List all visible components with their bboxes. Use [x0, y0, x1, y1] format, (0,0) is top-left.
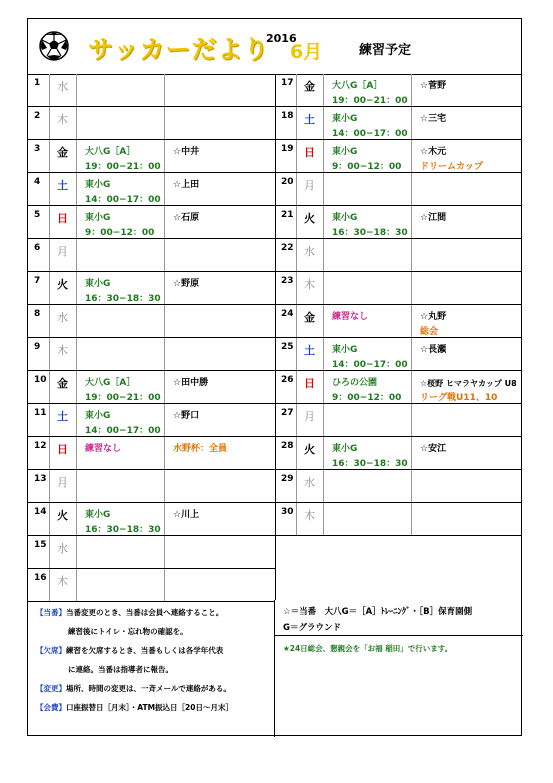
practice-place-cell [324, 371, 412, 403]
practice-time: 14：00−17：00 [85, 195, 161, 205]
schedule-row [28, 74, 275, 107]
practice-place: 練習なし [332, 312, 369, 322]
day-number: 13 [28, 470, 50, 502]
duty-cell [412, 470, 522, 502]
practice-place-cell [324, 140, 412, 172]
day-number: 20 [275, 173, 297, 205]
weekday: 水 [297, 470, 324, 502]
weekday: 火 [50, 272, 77, 304]
day-number: 7 [28, 272, 50, 304]
schedule-row [28, 569, 275, 602]
schedule-row [28, 173, 275, 206]
weekday: 金 [297, 305, 324, 337]
day-number: 18 [275, 107, 297, 139]
duty-cell [165, 305, 275, 337]
weekday: 月 [297, 404, 324, 436]
duty-person: ☆三宅 [420, 114, 447, 124]
schedule-row [28, 338, 275, 371]
duty-cell [165, 569, 275, 601]
weekday: 月 [50, 239, 77, 271]
practice-time: 16：30−18：30 [85, 525, 161, 535]
practice-time: 14：00−17：00 [85, 426, 161, 436]
day-number: 27 [275, 404, 297, 436]
duty-person: ☆木元 [420, 147, 447, 157]
day-number: 14 [28, 503, 50, 535]
weekday: 金 [50, 140, 77, 172]
practice-place-cell [324, 173, 412, 205]
practice-place-cell [77, 107, 165, 139]
weekday: 日 [50, 206, 77, 238]
practice-place: 東小G [332, 147, 358, 157]
practice-place: 東小G [332, 114, 358, 124]
weekday: 水 [50, 536, 77, 568]
duty-cell [165, 437, 275, 469]
day-number: 2 [28, 107, 50, 139]
duty-cell [412, 338, 522, 370]
schedule-sheet [27, 18, 522, 736]
weekday: 土 [50, 404, 77, 436]
note-text: 練習を欠席するとき、当番もしくは各学年代表 [66, 646, 224, 655]
practice-place: 東小G [85, 279, 111, 289]
duty-person: ☆野原 [173, 279, 200, 289]
duty-person: ☆田中勝 [173, 378, 209, 388]
weekday: 火 [297, 437, 324, 469]
practice-place-cell [77, 305, 165, 337]
day-number: 19 [275, 140, 297, 172]
duty-cell [165, 107, 275, 139]
duty-person: ☆川上 [173, 510, 200, 520]
duty-person: 水野杯：全員 [173, 444, 228, 454]
duty-person: ☆安江 [420, 444, 447, 454]
duty-person: ☆長瀬 [420, 345, 447, 355]
duty-cell [412, 404, 522, 436]
weekday: 月 [297, 173, 324, 205]
practice-place-cell [77, 338, 165, 370]
practice-time: 14：00−17：00 [332, 360, 408, 370]
duty-note: リーグ戦U11、10 [420, 393, 498, 403]
note-text: 口座振替日［月末］・ATM振込日［20日〜月末］ [66, 703, 233, 712]
practice-place-cell [324, 206, 412, 238]
weekday: 木 [297, 272, 324, 304]
schedule-row [28, 107, 275, 140]
practice-place-cell [324, 404, 412, 436]
practice-place: 東小G [332, 345, 358, 355]
page-title: サッカーだより [88, 35, 270, 64]
duty-person: ☆上田 [173, 180, 200, 190]
duty-cell [165, 371, 275, 403]
note-line [68, 664, 173, 675]
day-number: 23 [275, 272, 297, 304]
practice-place-cell [77, 404, 165, 436]
year-label: 2016 [266, 32, 297, 45]
duty-person: ☆野口 [173, 411, 200, 421]
practice-place-cell [77, 569, 165, 601]
note-tag: 【欠席】 [36, 646, 66, 655]
practice-place: 大八G［A］ [85, 378, 136, 388]
announcement-message: ★24日総会、懇親会を「お福 稲田」で行います。 [283, 644, 453, 653]
schedule-row [275, 470, 522, 503]
duty-cell [165, 140, 275, 172]
weekday: 日 [50, 437, 77, 469]
schedule-row [275, 272, 522, 305]
duty-cell [165, 404, 275, 436]
schedule-row [275, 239, 522, 272]
day-number: 1 [28, 74, 50, 106]
schedule-row [275, 503, 522, 536]
day-number: 29 [275, 470, 297, 502]
duty-cell [165, 206, 275, 238]
day-number: 16 [28, 569, 50, 601]
practice-place-cell [324, 272, 412, 304]
schedule-row [275, 305, 522, 338]
practice-place-cell [77, 140, 165, 172]
month-label: 6月 [290, 41, 323, 63]
practice-place: ひろの公園 [332, 378, 378, 388]
day-number: 3 [28, 140, 50, 172]
schedule-row [275, 74, 522, 107]
duty-cell [412, 371, 522, 403]
practice-place-cell [77, 272, 165, 304]
practice-place-cell [77, 437, 165, 469]
day-number: 22 [275, 239, 297, 271]
practice-place-cell [77, 206, 165, 238]
notes-box [28, 600, 275, 737]
practice-time: 19：00−21：00 [85, 393, 161, 403]
note-line [36, 607, 223, 618]
schedule-row [28, 503, 275, 536]
day-number: 10 [28, 371, 50, 403]
schedule-row [28, 272, 275, 305]
practice-place-cell [324, 239, 412, 271]
schedule-right-column [275, 74, 522, 536]
practice-place: 東小G [85, 213, 111, 223]
day-number: 30 [275, 503, 297, 535]
schedule-row [28, 140, 275, 173]
duty-cell [165, 272, 275, 304]
practice-place-cell [77, 470, 165, 502]
day-number: 9 [28, 338, 50, 370]
duty-person: ☆江間 [420, 213, 447, 223]
duty-cell [165, 536, 275, 568]
duty-cell [412, 206, 522, 238]
practice-place: 東小G [85, 411, 111, 421]
note-text: に連絡。当番は指導者に報告。 [68, 665, 173, 674]
duty-cell [412, 305, 522, 337]
day-number: 28 [275, 437, 297, 469]
schedule-row [28, 371, 275, 404]
legend-line-1: ☆＝当番 大八G＝［A］ﾄﾚｰﾆﾝｸﾞ・［B］保育園側 [283, 607, 473, 617]
practice-place-cell [77, 371, 165, 403]
weekday: 木 [50, 338, 77, 370]
day-number: 12 [28, 437, 50, 469]
practice-place: 東小G [332, 213, 358, 223]
day-number: 26 [275, 371, 297, 403]
day-number: 25 [275, 338, 297, 370]
duty-cell [412, 173, 522, 205]
schedule-row [28, 206, 275, 239]
weekday: 金 [50, 371, 77, 403]
duty-cell [165, 338, 275, 370]
weekday: 月 [50, 470, 77, 502]
practice-time: 16：30−18：30 [85, 294, 161, 304]
duty-cell [165, 470, 275, 502]
practice-place: 東小G [85, 180, 111, 190]
duty-cell [165, 173, 275, 205]
weekday: 金 [297, 74, 324, 106]
practice-place-cell [77, 74, 165, 106]
day-number: 24 [275, 305, 297, 337]
schedule-row [275, 404, 522, 437]
duty-person: ☆菅野 [420, 81, 447, 91]
practice-place-cell [324, 74, 412, 106]
weekday: 水 [297, 239, 324, 271]
weekday: 土 [297, 107, 324, 139]
day-number: 4 [28, 173, 50, 205]
note-line [36, 702, 233, 713]
practice-place-cell [324, 338, 412, 370]
schedule-row [275, 338, 522, 371]
practice-place-cell [77, 503, 165, 535]
schedule-row [28, 305, 275, 338]
legend-line-2: G＝グラウンド [283, 623, 341, 633]
duty-person: ☆中井 [173, 147, 200, 157]
subtitle: 練習予定 [359, 43, 412, 58]
schedule-row [28, 470, 275, 503]
practice-place-cell [77, 173, 165, 205]
schedule-row [275, 140, 522, 173]
day-number: 17 [275, 74, 297, 106]
practice-time: 9：00−12：00 [332, 393, 402, 403]
practice-time: 9：00−12：00 [85, 228, 155, 238]
practice-time: 19：00−21：00 [332, 96, 408, 106]
weekday: 火 [50, 503, 77, 535]
practice-place-cell [324, 470, 412, 502]
day-number: 6 [28, 239, 50, 271]
day-number: 21 [275, 206, 297, 238]
weekday: 木 [297, 503, 324, 535]
practice-place-cell [324, 305, 412, 337]
duty-cell [165, 503, 275, 535]
schedule-left-column [28, 74, 276, 600]
duty-cell [412, 140, 522, 172]
duty-note: 総会 [420, 327, 439, 337]
weekday: 木 [50, 107, 77, 139]
duty-cell [412, 272, 522, 304]
duty-person: ☆丸野 [420, 312, 447, 322]
note-text: 当番変更のとき、当番は会員へ連絡すること。 [66, 608, 224, 617]
practice-place: 東小G [85, 510, 111, 520]
duty-cell [165, 74, 275, 106]
note-tag: 【当番】 [36, 608, 66, 617]
duty-cell [165, 239, 275, 271]
schedule-row [28, 437, 275, 470]
header [28, 19, 521, 75]
duty-cell [412, 503, 522, 535]
schedule-row [275, 206, 522, 239]
weekday: 日 [297, 371, 324, 403]
practice-place: 東小G [332, 444, 358, 454]
day-number: 15 [28, 536, 50, 568]
note-line [36, 645, 223, 656]
duty-cell [412, 74, 522, 106]
schedule-row [28, 404, 275, 437]
duty-person: ☆桜野 ヒマラヤカップ U8 [420, 379, 517, 388]
practice-place-cell [77, 536, 165, 568]
soccer-ball-icon [39, 31, 69, 61]
note-tag: 【会費】 [36, 703, 66, 712]
weekday: 土 [50, 173, 77, 205]
day-number: 5 [28, 206, 50, 238]
practice-time: 19：00−21：00 [85, 162, 161, 172]
note-text: 場所、時間の変更は、一斉メールで連絡がある。 [66, 684, 231, 693]
duty-cell [412, 437, 522, 469]
practice-place: 大八G［A］ [85, 147, 136, 157]
schedule-row [275, 173, 522, 206]
practice-place-cell [77, 239, 165, 271]
schedule-row [28, 239, 275, 272]
practice-time: 14：00−17：00 [332, 129, 408, 139]
weekday: 土 [297, 338, 324, 370]
practice-time: 9：00−12：00 [332, 162, 402, 172]
schedule-row [275, 371, 522, 404]
practice-time: 16：30−18：30 [332, 228, 408, 238]
day-number: 11 [28, 404, 50, 436]
practice-place-cell [324, 503, 412, 535]
weekday: 水 [50, 74, 77, 106]
duty-note: ドリームカップ [420, 162, 483, 172]
note-tag: 【変更】 [36, 684, 66, 693]
practice-place: 大八G［A］ [332, 81, 383, 91]
duty-cell [412, 107, 522, 139]
duty-person: ☆石原 [173, 213, 200, 223]
weekday: 火 [297, 206, 324, 238]
weekday: 水 [50, 305, 77, 337]
note-line [36, 683, 231, 694]
practice-place-cell [324, 437, 412, 469]
schedule-row [275, 107, 522, 140]
practice-place-cell [324, 107, 412, 139]
practice-place: 練習なし [85, 444, 122, 454]
schedule-row [28, 536, 275, 569]
note-text: 練習後にトイレ・忘れ物の確認を。 [68, 627, 188, 636]
day-number: 8 [28, 305, 50, 337]
duty-cell [412, 239, 522, 271]
weekday: 木 [50, 569, 77, 601]
legend-box [275, 600, 523, 636]
note-line [68, 626, 188, 637]
schedule-row [275, 437, 522, 470]
practice-time: 16：30−18：30 [332, 459, 408, 469]
weekday: 日 [297, 140, 324, 172]
